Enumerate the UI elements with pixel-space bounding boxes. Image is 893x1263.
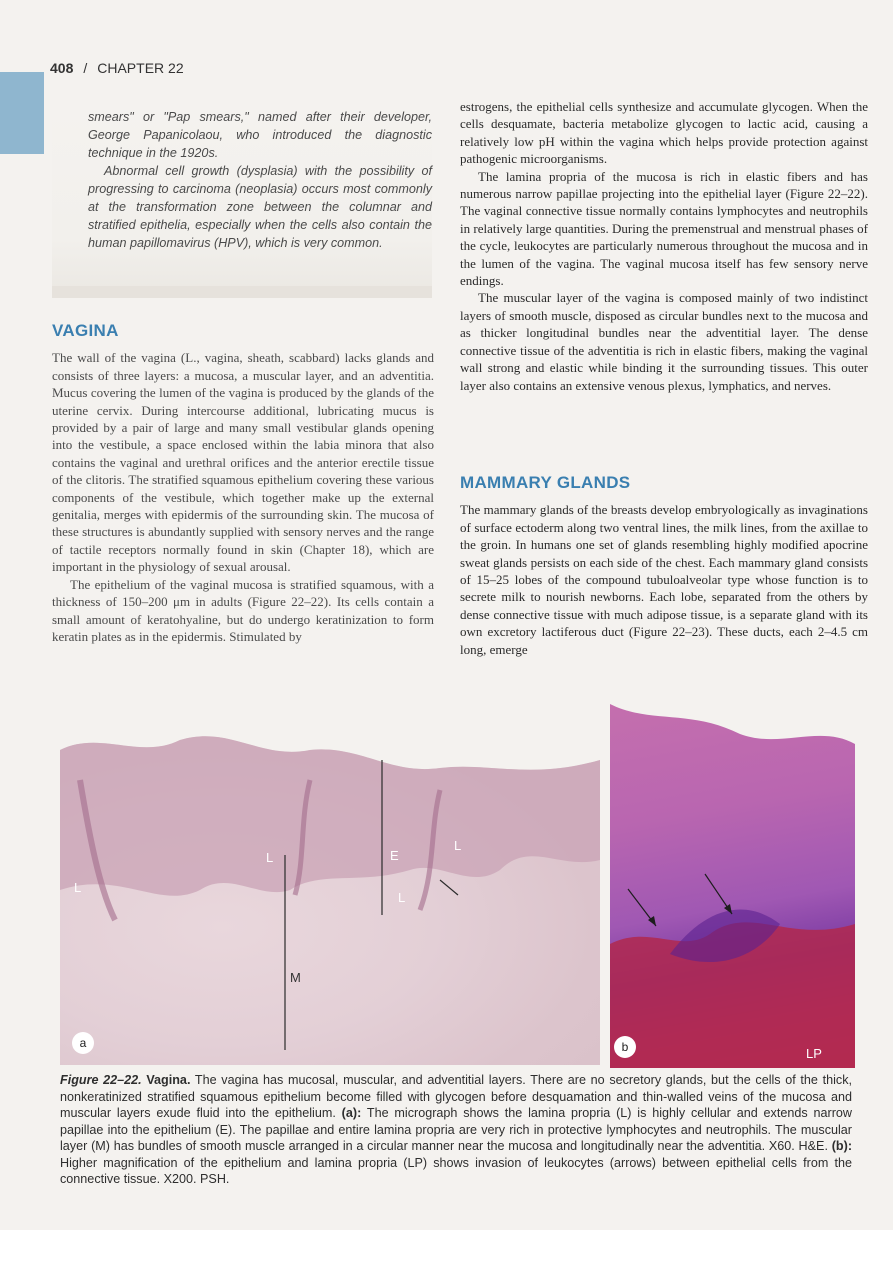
callout-paragraph-2: Abnormal cell growth (dysplasia) with the possibility of progressing to carcinoma (neoplasia) occurs most commonly at the transformation zone between the columnar and stratified epithelia, especially when the cells also contain the human papillomavirus (HPV), which is very common. <box>88 164 432 250</box>
figure-caption <box>60 1072 852 1188</box>
right-column-top <box>460 98 868 394</box>
vagina-paragraph-3: estrogens, the epithelial cells synthesize and accumulate glycogen. When the cells desquamate, bacteria metabolize glycogen to lactic acid, causing a relatively low pH within the vagina which helps provide protection against pathogenic microorganisms. <box>460 99 868 167</box>
panel-b-marker: b <box>614 1036 636 1058</box>
figure-title: Vagina. <box>146 1073 191 1087</box>
label-lamina-propria-2: L <box>266 850 274 865</box>
caption-part-a: (a): <box>341 1106 362 1120</box>
label-lamina-propria-lp: LP <box>806 1046 822 1061</box>
section-heading-vagina: VAGINA <box>52 321 119 340</box>
left-column <box>52 322 434 645</box>
mammary-paragraph-1: The mammary glands of the breasts develop embryologically as invaginations of surface ectoderm along two ventral lines, the milk lines, from the axillae to the groin. In humans one set of glands resembling highly modified apocrine sweat glands persists on each side of the chest. Each mammary gland consists of 15–25 lobes of the compound tubuloalveolar type whose function is to secrete milk to nourish newborns. Each lobe, separated from the others by dense connective tissue with much adipose tissue, is a separate gland with its own excretory lactiferous duct (Figure 22–23). These ducts, each 2–4.5 cm long, emerge <box>460 502 868 657</box>
page-number: 408 <box>50 60 74 76</box>
label-epithelium: E <box>390 848 399 863</box>
micrograph-a-drawing <box>60 720 600 1065</box>
panel-a-marker: a <box>72 1032 94 1054</box>
label-lamina-propria-3: L <box>398 890 406 905</box>
vagina-paragraph-2: The epithelium of the vaginal mucosa is stratified squamous, with a thickness of 150–200 μm in adults (Figure 22–22). Its cells contain a small amount of keratohyaline, but do undergo keratinization to form keratin plates as in the epidermis. Stimulated by <box>52 576 434 644</box>
figure-number: Figure 22–22. <box>60 1073 142 1087</box>
label-lamina-propria-4: L <box>454 838 462 853</box>
page-header <box>50 60 184 76</box>
caption-text-3: Higher magnification of the epithelium and lamina propria (LP) shows invasion of leukocytes (arrows) between epithelial cells from the connective tissue. X200. PSH. <box>60 1155 852 1186</box>
header-separator: / <box>83 60 88 76</box>
callout-bottom-rule <box>52 286 432 298</box>
caption-part-b: (b): <box>831 1139 853 1153</box>
vagina-paragraph-4: The lamina propria of the mucosa is rich in elastic fibers and has numerous narrow papillae projecting into the epithelial layer (Figure 22–22). The vaginal connective tissue normally contains lymphocytes and neutrophils in relatively large quantities. During the premenstrual and menstrual phases of the cycle, leukocytes are particularly numerous throughout the mucosa and in the lumen of the vagina. The vaginal mucosa itself has few sensory nerve endings. <box>460 168 868 289</box>
section-heading-mammary: MAMMARY GLANDS <box>460 473 631 492</box>
caption-text-1: The vagina has mucosal, muscular, and adventitial layers. There are no secretory glands, but the cells of the thick, nonkeratinized stratified squamous epithelium become filled with glycogen before desquamation and thin-walled veins of the mucosa and muscular layers exude fluid into the epithelium. <box>60 1073 852 1120</box>
micrograph-panel-a <box>60 720 600 1065</box>
micrograph-b-drawing <box>610 704 855 1068</box>
label-muscular-layer: M <box>290 970 301 985</box>
vagina-paragraph-5: The muscular layer of the vagina is composed mainly of two indistinct layers of smooth muscle, disposed as circular bundles next to the mucosa and as thicker longitudinal bundles near the adventitial layer. The dense connective tissue of the adventitia is rich in elastic fibers, making the vaginal wall strong and elastic while binding it the surrounding tissues. This outer layer also contains an extensive venous plexus, lymphatics, and nerves. <box>460 290 868 393</box>
vagina-paragraph-1: The wall of the vagina (L., vagina, sheath, scabbard) lacks glands and consists of three layers: a mucosa, a muscular layer, and an adventitia. Mucus covering the lumen of the vagina is produced by the glands of the uterine cervix. During intercourse additional, lubricating mucus is provided by a pair of large and many small vestibular glands opening into the vestibule, a space enclosed within the labia minora that also contains the vaginal and urethral orifices and the anterior erectile tissue of the clitoris. The stratified squamous epithelium covering these various components of the vestibule, which together make up the external genitalia, merges with epidermis of the surrounding skin. The mucosa of these structures is abundantly supplied with sensory nerves and the range of tactile receptors normally found in skin (Chapter 18), which are important in the physiology of sexual arousal. <box>52 350 434 575</box>
label-lamina-propria-1: L <box>74 880 82 895</box>
clinical-callout-box <box>52 108 432 294</box>
callout-paragraph-1: smears" or "Pap smears," named after their developer, George Papanicolaou, who introduced the diagnostic technique in the 1920s. <box>88 110 432 160</box>
micrograph-panel-b <box>610 704 855 1068</box>
chapter-title: CHAPTER 22 <box>97 60 184 76</box>
right-column-bottom <box>460 474 868 658</box>
chapter-tab-marker <box>0 72 44 154</box>
caption-text-2: The micrograph shows the lamina propria (L) is highly cellular and extends narrow papillae into the epithelium (E). The papillae and entire lamina propria are very rich in protective lymphocytes and neutrophils. The muscular layer (M) has bundles of smooth muscle arranged in a circular manner near the mucosa and longitudinally near the adventitia. X60. H&E. <box>60 1106 852 1153</box>
